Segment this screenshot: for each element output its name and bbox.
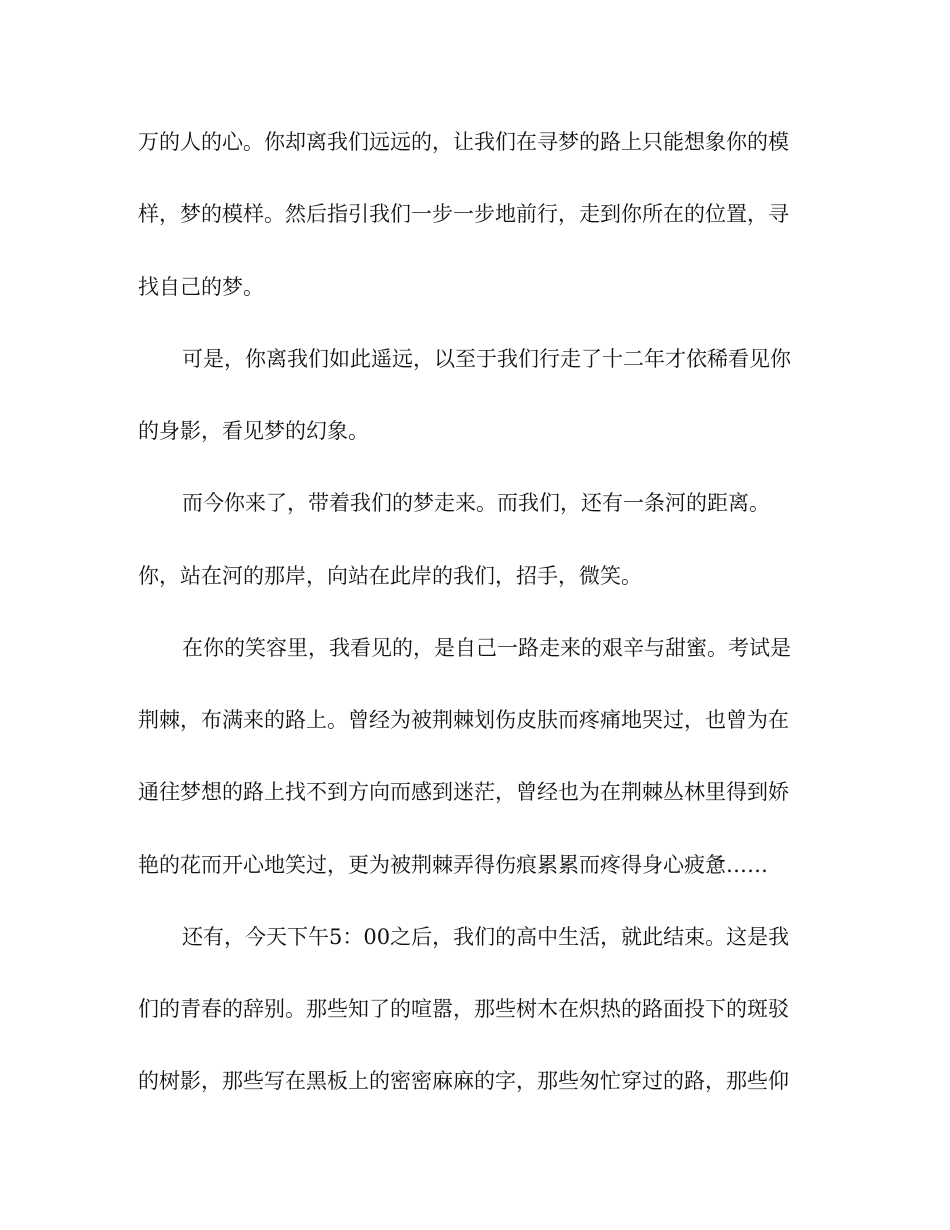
text-line: 荆棘，布满来的路上。曾经为被荆棘划伤皮肤而疼痛地哭过，也曾为在 <box>138 708 789 732</box>
text-line: 艳的花而开心地笑过，更为被荆棘弄得伤痕累累而疼得身心疲惫…… <box>138 853 768 877</box>
text-line: 找自己的梦。 <box>138 275 264 299</box>
text-line: 万的人的心。你却离我们远远的，让我们在寻梦的路上只能想象你的模 <box>138 130 789 154</box>
text-line: 们的青春的辞别。那些知了的喧嚣，那些树木在炽热的路面投下的斑驳 <box>138 997 789 1021</box>
text-line: 通往梦想的路上找不到方向而感到迷茫，曾经也为在荆棘丛林里得到娇 <box>138 780 789 804</box>
paragraph-start-line: 而今你来了，带着我们的梦走来。而我们，还有一条河的距离。 <box>182 491 770 515</box>
text-line: 样，梦的模样。然后指引我们一步一步地前行，走到你所在的位置，寻 <box>138 202 789 226</box>
paragraph-start-line: 在你的笑容里，我看见的，是自己一路走来的艰辛与甜蜜。考试是 <box>182 636 791 660</box>
paragraph-start-line: 还有，今天下午5：00之后，我们的高中生活，就此结束。这是我 <box>182 925 790 949</box>
paragraph-start-line: 可是，你离我们如此遥远，以至于我们行走了十二年才依稀看见你 <box>182 347 791 371</box>
text-line: 你，站在河的那岸，向站在此岸的我们，招手，微笑。 <box>138 564 642 588</box>
text-line: 的身影，看见梦的幻象。 <box>138 419 369 443</box>
text-line: 的树影，那些写在黑板上的密密麻麻的字，那些匆忙穿过的路，那些仰 <box>138 1069 789 1093</box>
